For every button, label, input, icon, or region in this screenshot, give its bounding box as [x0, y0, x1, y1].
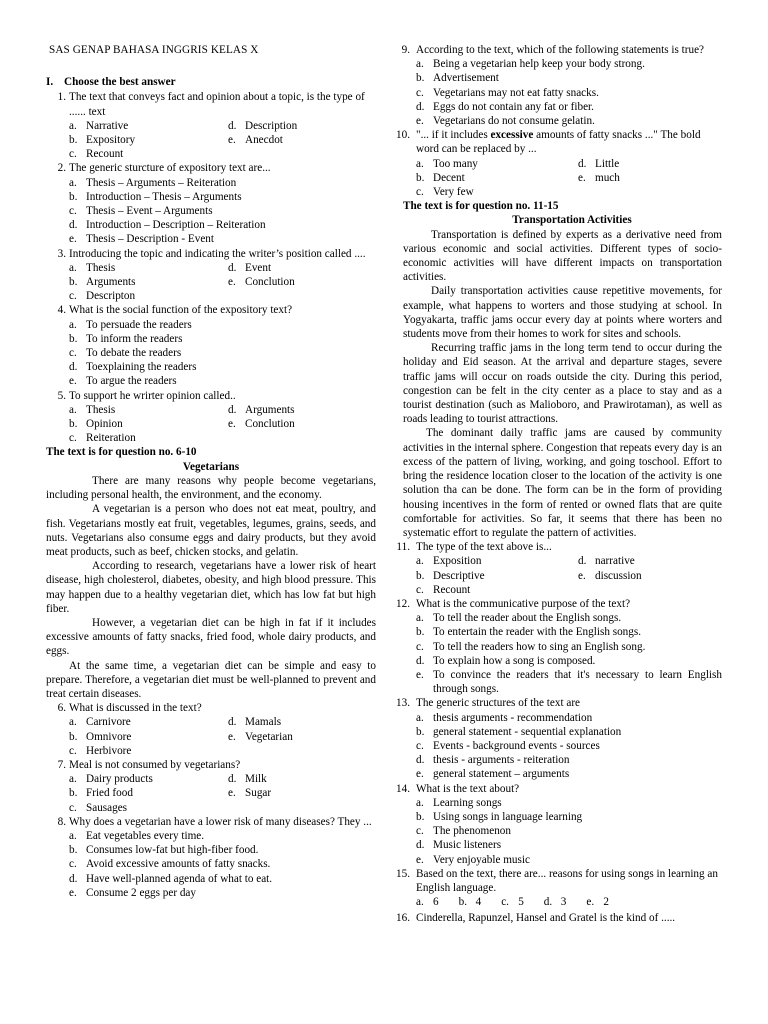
option-e: e. Very enjoyable music [416, 853, 530, 866]
options-q9 [392, 57, 722, 128]
options-q5 [46, 403, 376, 446]
question-text: The generic structures of the text are [416, 697, 581, 710]
question-14: 14. What is the text about? [396, 782, 520, 795]
section-number: I. [46, 76, 54, 89]
option-c: c. Very few [416, 186, 474, 199]
option-b: b. Omnivore [69, 730, 132, 743]
question-text: What is the social function of the expository text? [69, 304, 293, 317]
option-c: c. Avoid excessive amounts of fatty snacks. [69, 858, 271, 871]
question-text: The type of the text above is... [416, 541, 552, 554]
option-a: a. thesis arguments - recommendation [416, 711, 593, 724]
option-a: a. Dairy products [69, 773, 153, 786]
option-c: c. Recount [69, 148, 124, 161]
section-heading [46, 75, 376, 89]
question-11: 11. The type of the text above is... [396, 541, 552, 554]
option-a: a. Too many [416, 157, 478, 170]
option-e: e. Vegetarians do not consume gelatin. [416, 115, 595, 128]
option-c: c. Reiteration [69, 432, 136, 445]
question-text: Introducing the topic and indicating the writer’s position called .... [69, 247, 366, 260]
options-q4 [46, 318, 376, 389]
option-d: d. Toexplaining the readers [69, 361, 197, 374]
question-text: To support he wrirter opinion called.. [69, 389, 236, 402]
option-a: a. Learning songs [416, 796, 502, 809]
option-a: a. Exposition [416, 555, 482, 568]
options-q15 [392, 895, 722, 909]
question-8: 8. Why does a vegetarian have a lower risk of many diseases? They ... [57, 815, 372, 828]
option-c: c. The phenomenon [416, 825, 511, 838]
option-d: d. Mamals [228, 716, 282, 729]
option-a: a. Being a vegetarian help keep your body strong. [416, 58, 645, 71]
option-c: c. Descripton [69, 290, 136, 303]
option-e: e. Conclution [228, 418, 295, 431]
option-d: d. Have well-planned agenda of what to eat. [69, 872, 273, 885]
passage-paragraph: The dominant daily traffic jams are caused by community activities in the internal sphere. Congestion that repeats every day is an excess of the pattern of living, working, and going toschool. Effort to bring the residence location closer to the location of the activity is one solution tha can be done. The form can be in the form of providing housing incentives in the form of rented or owned flats that are quite comfortable for activities. So far, it seems that there has been no systematic effort to regulate the pattern of activities. [403, 427, 722, 539]
option-d: d. Little [578, 157, 620, 170]
passage-paragraph: According to research, vegetarians have a lower risk of heart disease, high cholesterol, diabetes, obesity, and high blood pressure. This may happen due to a healthy vegetarian diet, which has low fat but high fiber. [46, 560, 376, 615]
option-c: c. Sausages [69, 801, 128, 814]
question-12: 12. What is the communicative purpose of the text? [396, 597, 631, 610]
option-c: c. Vegetarians may not eat fatty snacks. [416, 86, 599, 99]
section-title: Choose the best answer [64, 76, 176, 89]
option-c: c. Herbivore [69, 744, 132, 757]
passage-paragraph: However, a vegetarian diet can be high in fat if it includes excessive amounts of fatty snacks, fried food, whole dairy products, and eggs. [46, 616, 376, 658]
question-2: 2. The generic sturcture of expository text are... [57, 162, 271, 175]
options-q7 [46, 772, 376, 815]
passage-label: The text is for question no. 11-15 [403, 200, 559, 213]
option-c: c. Thesis – Event – Arguments [69, 205, 213, 218]
passage-paragraph: Recurring traffic jams in the long term tend to occur during the holiday and Eid season. At the arrival and departure stages, severe traffic jams will occur on roads outside the city. During this period, congestion can be felt in the city center as a place to stay and as a tourist destination (such as Malioboro, and Prawirotaman), as well as roads leading to tourist attractions. [403, 342, 722, 426]
question-text: Meal is not consumed by vegetarians? [69, 758, 241, 771]
question-7: 7. Meal is not consumed by vegetarians? [57, 758, 241, 771]
option-d: d. thesis - arguments - reiteration [416, 754, 570, 767]
option-b: b. Advertisement [416, 72, 499, 85]
options-q8 [46, 829, 376, 900]
option-a: a. Narrative [69, 119, 129, 132]
option-b: b. To entertain the reader with the English songs. [416, 626, 641, 639]
option-a: a. 6 [416, 896, 439, 909]
option-e: e. Conclution [228, 276, 295, 289]
option-d: d. narrative [578, 555, 635, 568]
passage-paragraph: A vegetarian is a person who does not eat meat, poultry, and fish. Vegetarians mostly eat fruit, vegetables, legumes, grains, seeds, and nuts. Vegetarians also consume eggs and dairy products, but they avoid meat products, such as beef, chicken stocks, and gelatin. [46, 503, 376, 558]
options-q10 [392, 157, 722, 200]
question-text: What is the communicative purpose of the text? [416, 597, 631, 610]
question-text: What is discussed in the text? [69, 702, 202, 715]
option-d: d. Event [228, 261, 272, 274]
options-q14 [392, 796, 722, 867]
options-q11 [392, 554, 722, 597]
question-6: 6. What is discussed in the text? [57, 702, 202, 715]
passage-label: The text is for question no. 6-10 [46, 446, 197, 459]
option-e: e. Vegetarian [228, 730, 293, 743]
option-a: a. Thesis – Arguments – Reiteration [69, 176, 237, 189]
left-column [46, 0, 376, 900]
question-text: What is the text about? [416, 782, 520, 795]
question-text: "... if it includes excessive amounts of fatty snacks ..." The bold word can be replaced by ... [416, 129, 701, 156]
question-1: 1. The text that conveys fact and opinion about a topic, is the type of ...... text [57, 91, 365, 118]
question-5: 5. To support he wrirter opinion called.. [57, 389, 236, 402]
question-10: 10. "... if it includes excessive amounts of fatty snacks ..." The bold word can be replaced by ... [396, 129, 701, 156]
option-e: e. Thesis – Description - Event [69, 233, 215, 246]
option-e: e. discussion [578, 569, 642, 582]
passage-paragraph: Daily transportation activities cause repetitive movements, for example, what happens to worters and those studying at school. In Yogyakarta, traffic jams occur every day at points where worters and students move from their homes to work for sites and schools. [403, 285, 722, 341]
option-a: a. To tell the reader about the English songs. [416, 612, 622, 625]
option-e: e. Anecdot [228, 134, 283, 147]
option-c: c. Events - background events - sources [416, 739, 600, 752]
option-a: a. Thesis [69, 261, 116, 274]
question-4: 4. What is the social function of the expository text? [57, 304, 293, 317]
option-b: b. general statement - sequential explanation [416, 725, 622, 738]
option-d: d. 3 [543, 896, 567, 909]
options-q6 [46, 715, 376, 758]
option-b: b. Arguments [69, 276, 136, 289]
option-a: a. Carnivore [69, 716, 131, 729]
option-d: d. Description [228, 119, 298, 132]
option-b: b. Consumes low-fat but high-fiber food. [69, 844, 259, 857]
option-e: e. 2 [586, 896, 609, 909]
question-text: Cinderella, Rapunzel, Hansel and Gratel is the kind of ..... [416, 912, 676, 925]
options-q13 [392, 711, 722, 782]
option-a: a. To persuade the readers [69, 318, 192, 331]
question-9: 9. According to the text, which of the following statements is true? [401, 44, 705, 56]
option-e: e. much [578, 171, 620, 184]
option-e: e. Sugar [228, 787, 272, 800]
passage-title: Transportation Activities [512, 214, 632, 227]
option-d: d. To explain how a song is composed. [416, 654, 596, 667]
document-title: SAS GENAP BAHASA INGGRIS KELAS X [49, 44, 259, 56]
question-text: Why does a vegetarian have a lower risk of many diseases? They ... [69, 815, 372, 828]
option-e: e. To convince the readers that it's necessary to learn English through songs. [416, 668, 722, 696]
option-b: b. Descriptive [416, 569, 485, 582]
question-16: 16. Cinderella, Rapunzel, Hansel and Gratel is the kind of ..... [396, 912, 676, 925]
option-e: e. general statement – arguments [416, 768, 570, 781]
passage-paragraph: Transportation is defined by experts as a derivative need from various economic and social activities. Different types of socio-economic activities will have different impacts on transportation activities. [403, 228, 722, 284]
option-c: c. To tell the readers how to sing an English song. [416, 640, 646, 653]
options-q12 [392, 611, 722, 696]
question-text: The text that conveys fact and opinion about a topic, is the type of ...... text [69, 91, 365, 118]
option-d: d. Eggs do not contain any fat or fiber. [416, 100, 594, 113]
options-q2 [46, 176, 376, 247]
option-c: c. 5 [501, 896, 524, 909]
question-3: 3. Introducing the topic and indicating the writer’s position called .... [57, 247, 366, 260]
options-q3 [46, 261, 376, 304]
passage-paragraph: There are many reasons why people become vegetarians, including personal health, the environment, and the economy. [46, 474, 376, 502]
option-d: d. Arguments [228, 403, 295, 416]
option-b: b. Introduction – Thesis – Arguments [69, 190, 242, 203]
option-e: e. Consume 2 eggs per day [69, 886, 196, 899]
option-d: d. Music listeners [416, 839, 502, 852]
options-q1 [46, 119, 376, 162]
question-15: 15. Based on the text, there are... reasons for using songs in learning an English language. [396, 867, 718, 894]
option-d: d. Milk [228, 773, 267, 786]
option-a: a. Eat vegetables every time. [69, 829, 205, 842]
passage-paragraph: At the same time, a vegetarian diet can be simple and easy to prepare. Therefore, a vegetarian diet must be well-planned to prevent and treat certain diseases. [46, 659, 376, 700]
bold-word: excessive [490, 129, 534, 142]
option-c: c. Recount [416, 583, 471, 596]
option-b: b. To inform the readers [69, 332, 183, 345]
question-text: Based on the text, there are... reasons for using songs in learning an English language. [416, 867, 718, 894]
option-e: e. To argue the readers [69, 375, 177, 388]
option-b: b. 4 [458, 896, 482, 909]
option-d: d. Introduction – Description – Reiteration [69, 219, 266, 232]
option-c: c. To debate the readers [69, 347, 182, 360]
question-13: 13. The generic structures of the text are [396, 697, 581, 710]
option-b: b. Decent [416, 171, 465, 184]
option-b: b. Fried food [69, 787, 133, 800]
passage-title: Vegetarians [182, 460, 240, 473]
right-column [392, 0, 722, 926]
question-text: According to the text, which of the following statements is true? [416, 44, 705, 56]
option-b: b. Opinion [69, 418, 123, 431]
question-text: The generic sturcture of expository text are... [69, 162, 271, 175]
option-b: b. Using songs in language learning [416, 810, 583, 823]
option-a: a. Thesis [69, 403, 116, 416]
option-b: b. Expository [69, 134, 136, 147]
